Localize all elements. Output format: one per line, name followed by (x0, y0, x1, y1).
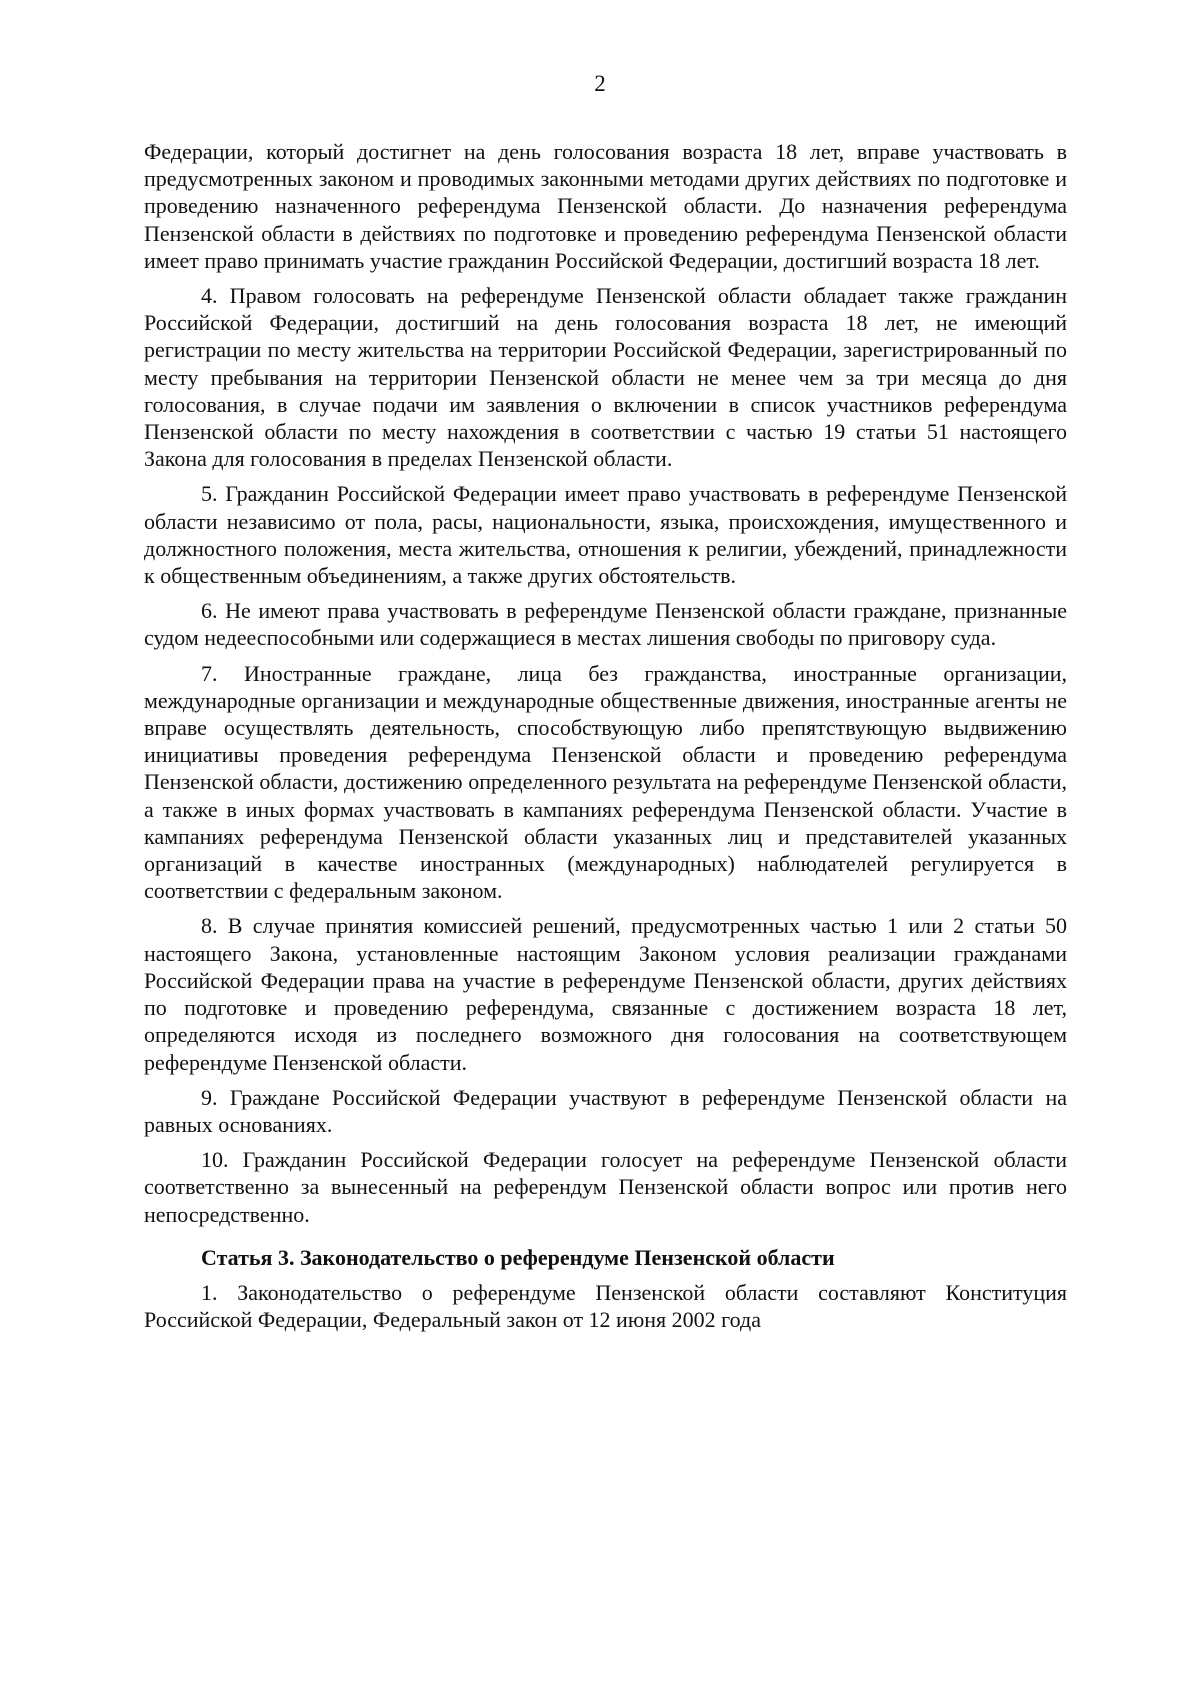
paragraph-item-10: 10. Гражданин Российской Федерации голосует на референдуме Пензенской области соответственно за вынесенный на референдум Пензенской области вопрос или против него непосредственно. (144, 1147, 1067, 1227)
paragraph-item-4: 4. Правом голосовать на референдуме Пензенской области обладает также гражданин Российской Федерации, достигший на день голосования возраста 18 лет, не имеющий регистрации по месту жительства на территории Российской Федерации, зарегистрированный по месту пребывания на территории Пензенской области не менее чем за три месяца до дня голосования, в случае подачи им заявления о включении в список участников референдума Пензенской области по месту нахождения в соответствии с частью 19 статьи 51 настоящего Закона для голосования в пределах Пензенской области. (144, 283, 1067, 472)
paragraph-item-6: 6. Не имеют права участвовать в референдуме Пензенской области граждане, признанные судом недееспособными или содержащиеся в местах лишения свободы по приговору суда. (144, 598, 1067, 651)
paragraph-item-8: 8. В случае принятия комиссией решений, предусмотренных частью 1 или 2 статьи 50 настоящего Закона, установленные настоящим Законом условия реализации гражданами Российской Федерации права на участие в референдуме Пензенской области, других действиях по подготовке и проведению референдума, связанные с достижением возраста 18 лет, определяются исходя из последнего возможного дня голосования на соответствующем референдуме Пензенской области. (144, 913, 1067, 1075)
paragraph-item-9: 9. Граждане Российской Федерации участвуют в референдуме Пензенской области на равных основаниях. (144, 1084, 1067, 1137)
paragraph-item-7: 7. Иностранные граждане, лица без гражданства, иностранные организации, международные организации и международные общественные движения, иностранные агенты не вправе осуществлять деятельность, способствующую либо препятствующую выдвижению инициативы проведения референдума Пензенской области и проведению референдума Пензенской области, достижению определенного результата на референдуме Пензенской области, а также в иных формах участвовать в кампаниях референдума Пензенской области. Участие в кампаниях референдума Пензенской области указанных лиц и представителей указанных организаций в качестве иностранных (международных) наблюдателей регулируется в соответствии с федеральным законом. (144, 660, 1067, 904)
paragraph-article3-item-1: 1. Законодательство о референдуме Пензенской области составляют Конституция Российской Федерации, Федеральный закон от 12 июня 2002 года (144, 1279, 1067, 1333)
page-number: 2 (594, 71, 606, 96)
article-heading: Статья 3. Законодательство о референдуме Пензенской области (201, 1244, 835, 1270)
paragraph-continuation: Федерации, который достигнет на день голосования возраста 18 лет, вправе участвовать в предусмотренных законом и проводимых законными методами других действиях по подготовке и проведению назначенного референдума Пензенской области. До назначения референдума Пензенской области в действиях по подготовке и проведению референдума Пензенской области имеет право принимать участие гражданин Российской Федерации, достигший возраста 18 лет. (144, 139, 1067, 273)
document-body (144, 138, 1067, 1333)
paragraph-item-5: 5. Гражданин Российской Федерации имеет право участвовать в референдуме Пензенской области независимо от пола, расы, национальности, языка, происхождения, имущественного и должностного положения, места жительства, отношения к религии, убеждений, принадлежности к общественным объединениям, а также других обстоятельств. (144, 481, 1067, 589)
